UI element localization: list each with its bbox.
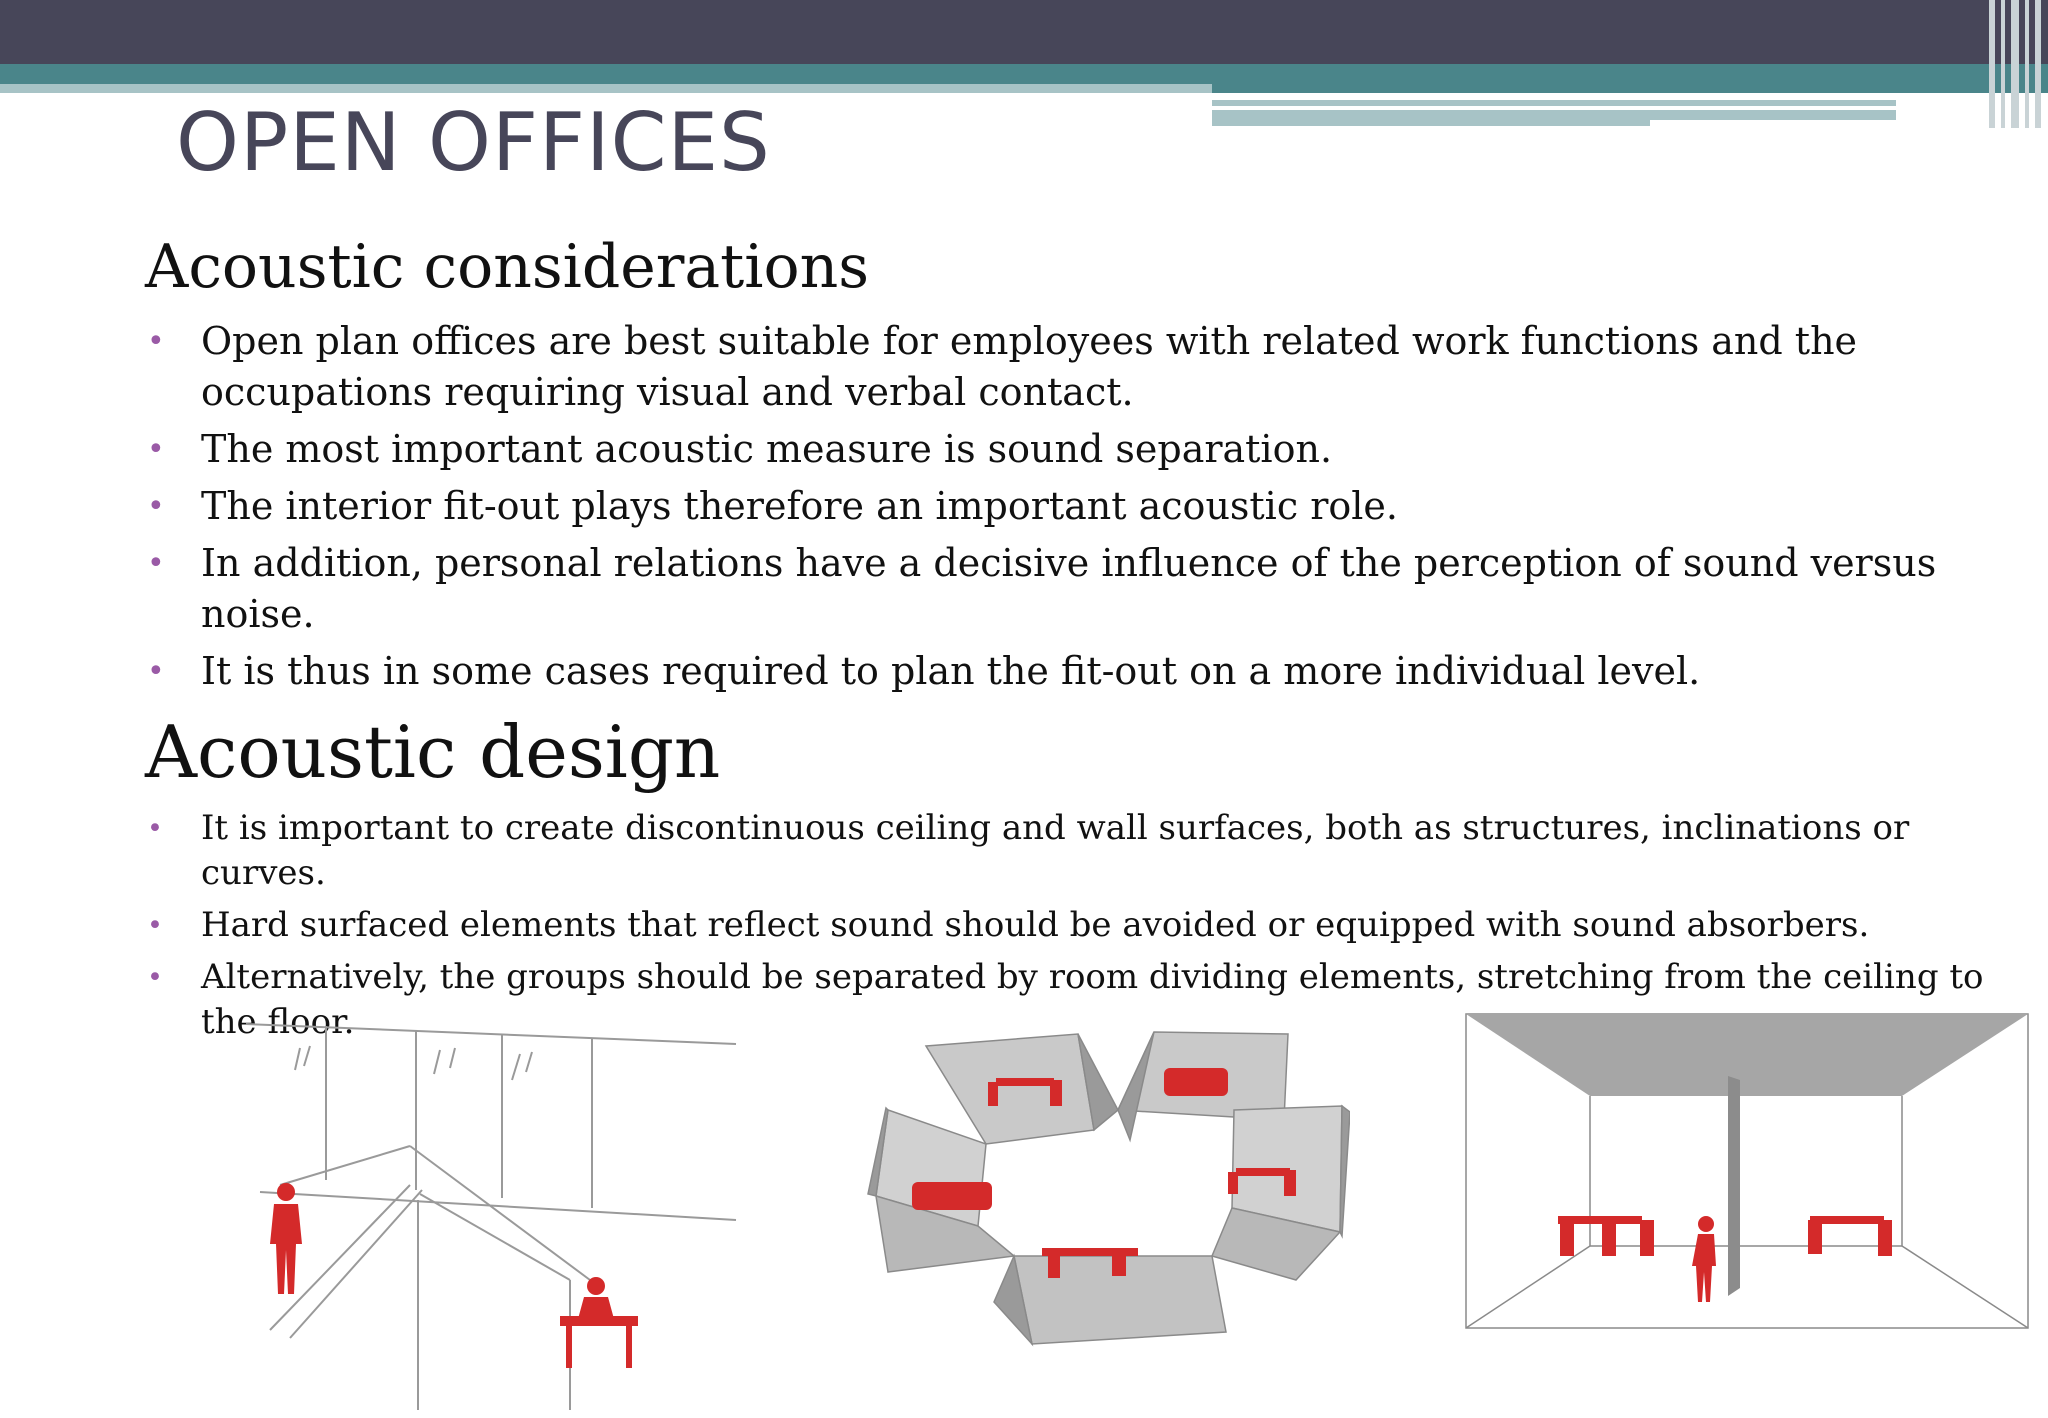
list-item: • Open plan offices are best suitable for employees with related work functions and the occupations requiring visual and verbal contact. xyxy=(145,316,1985,418)
list-item: • The most important acoustic measure is sound separation. xyxy=(145,424,1985,475)
chair-icon xyxy=(1112,1250,1126,1276)
list-item: • Alternatively, the groups should be separated by room dividing elements, stretching from the ceiling to the floor. xyxy=(147,957,1984,1042)
person-standing-icon xyxy=(270,1183,302,1294)
header-band-light xyxy=(0,84,1212,93)
person-at-desk-icon xyxy=(560,1277,638,1368)
chair-icon xyxy=(1560,1220,1574,1256)
chair-icon xyxy=(1284,1170,1296,1196)
sofa-icon xyxy=(912,1182,992,1210)
chair-icon xyxy=(1878,1220,1892,1256)
bullet-icon: • xyxy=(147,489,165,524)
bullet-icon: • xyxy=(147,813,163,844)
bullet-icon: • xyxy=(147,432,165,467)
header-band-teal xyxy=(0,64,2048,84)
ceiling-panel xyxy=(1466,1014,2028,1096)
chair-icon xyxy=(1808,1220,1822,1254)
chair-icon xyxy=(1228,1172,1238,1194)
chair-icon xyxy=(1640,1220,1654,1256)
dividing-wall xyxy=(1728,1076,1740,1296)
chair-icon xyxy=(1050,1080,1062,1106)
divided-room-illustration xyxy=(1462,1010,2032,1332)
table-icon xyxy=(996,1078,1054,1086)
considerations-list xyxy=(145,316,1985,703)
partition-pods-illustration xyxy=(864,1010,1350,1370)
bullet-icon: • xyxy=(147,546,165,581)
section-heading-acoustic-considerations: Acoustic considerations xyxy=(145,232,870,302)
list-item: • Hard surfaced elements that reflect sound should be avoided or equipped with sound absorbers. xyxy=(145,903,2025,948)
header-line-gap xyxy=(1650,120,1896,126)
header-line-right xyxy=(1212,100,1896,106)
header-band-teal-right xyxy=(1212,84,2048,93)
sofa-icon xyxy=(1164,1068,1228,1096)
bullet-icon: • xyxy=(147,324,165,359)
chair-icon xyxy=(1048,1252,1060,1278)
list-item: • In addition, personal relations have a decisive influence of the perception of sound versus noise. xyxy=(145,538,1985,640)
person-standing-icon xyxy=(1698,1216,1714,1232)
header-band-dark xyxy=(0,0,2048,64)
chair-icon xyxy=(1602,1222,1616,1256)
chair-icon xyxy=(988,1082,998,1106)
header-edge-bars xyxy=(1985,0,2048,128)
list-item: • It is thus in some cases required to plan the fit-out on a more individual level. xyxy=(145,646,1985,697)
bullet-icon: • xyxy=(147,910,163,941)
bullet-icon: • xyxy=(147,654,165,689)
sketch-room-illustration xyxy=(240,1010,740,1415)
list-item: • The interior fit-out plays therefore an important acoustic role. xyxy=(145,481,1985,532)
list-item: • It is important to create discontinuous ceiling and wall surfaces, both as structures, inclinations or curves. xyxy=(147,808,1910,893)
slide-title: OPEN OFFICES xyxy=(176,96,771,189)
table-icon xyxy=(1236,1168,1290,1176)
bullet-icon: • xyxy=(147,962,163,993)
section-heading-acoustic-design: Acoustic design xyxy=(145,710,721,794)
